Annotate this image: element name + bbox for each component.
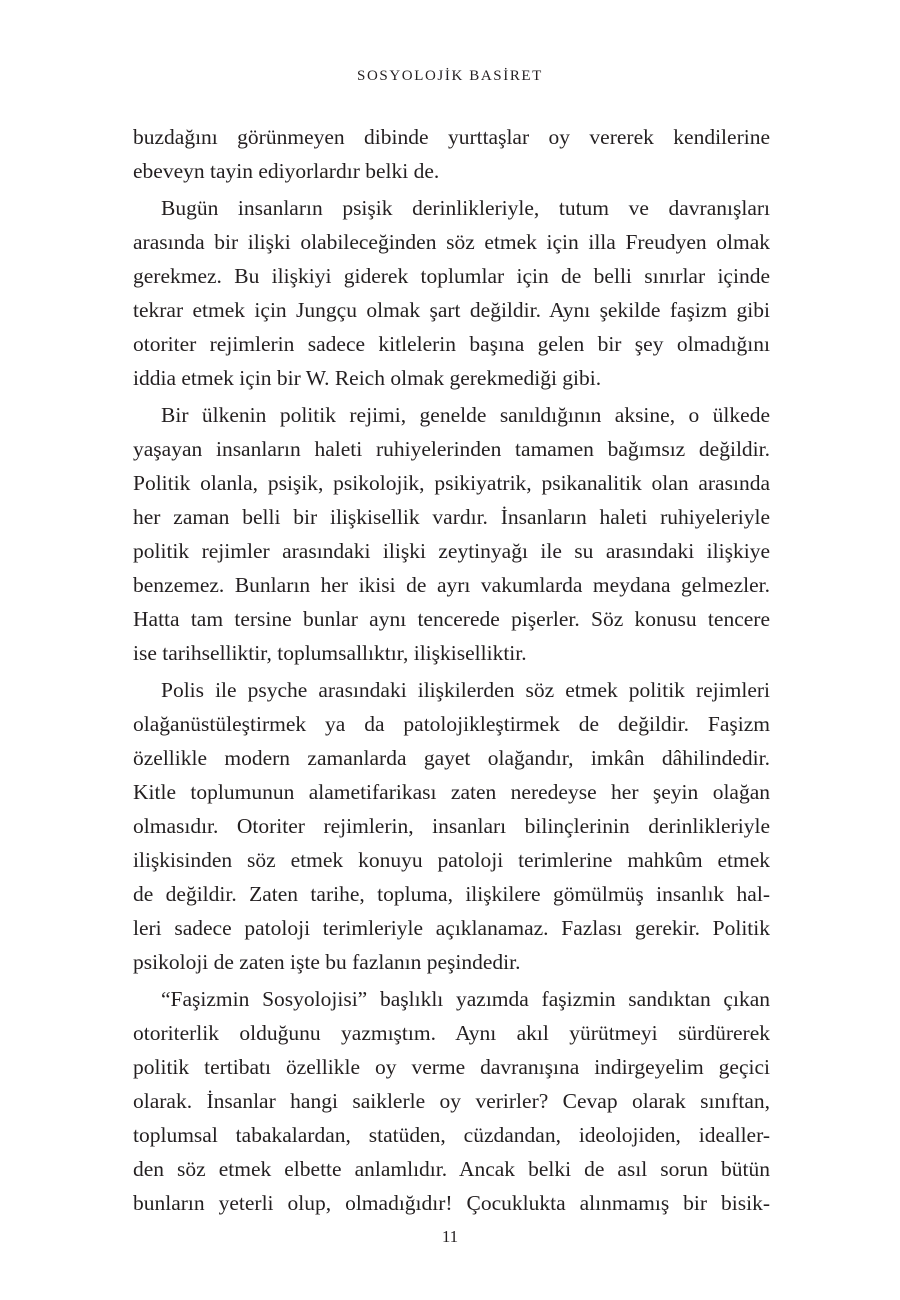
text-line: politik tertibatı özellikle oy verme davranışına indirgeyelim geçici [133,1055,770,1079]
paragraph [133,982,770,1220]
text-line: Polis ile psyche arasındaki ilişkilerden söz etmek politik rejimleri [161,678,770,702]
text-line: ise tarihselliktir, toplumsallıktır, ilişkiselliktir. [133,641,527,665]
text-line: olağanüstüleştirmek ya da patolojikleştirmek de değildir. Faşizm [133,712,770,736]
text-line: Bir ülkenin politik rejimi, genelde sanıldığının aksine, o ülkede [161,403,770,427]
text-line: benzemez. Bunların her ikisi de ayrı vakumlarda meydana gelmezler. [133,573,770,597]
text-line: bunların yeterli olup, olmadığıdır! Çocuklukta alınmamış bir bisik- [133,1191,770,1215]
text-line: ilişkisinden söz etmek konuyu patoloji terimlerine mahkûm etmek [133,848,770,872]
text-line: den söz etmek elbette anlamlıdır. Ancak belki de asıl sorun bütün [133,1157,770,1181]
text-line: otoriterlik olduğunu yazmıştım. Aynı akıl yürütmeyi sürdürerek [133,1021,770,1045]
text-line: her zaman belli bir ilişkisellik vardır. İnsanların haleti ruhiyeleriyle [133,505,770,529]
text-line: de değildir. Zaten tarihe, topluma, ilişkilere gömülmüş insanlık hal- [133,882,770,906]
text-line: “Faşizmin Sosyolojisi” başlıklı yazımda faşizmin sandıktan çıkan [161,987,770,1011]
text-line: Politik olanla, psişik, psikolojik, psikiyatrik, psikanalitik olan arasında [133,471,770,495]
paragraph [133,191,770,395]
paragraph [133,398,770,670]
text-line: arasında bir ilişki olabileceğinden söz etmek için illa Freudyen olmak [133,230,770,254]
text-line: buzdağını görünmeyen dibinde yurttaşlar oy vererek kendilerine [133,125,770,149]
text-line: ebeveyn tayin ediyorlardır belki de. [133,159,440,183]
text-line: olarak. İnsanlar hangi saiklerle oy verirler? Cevap olarak sınıftan, [133,1089,770,1113]
text-line: Hatta tam tersine bunlar aynı tencerede pişerler. Söz konusu tencere [133,607,770,631]
text-line: tekrar etmek için Jungçu olmak şart değildir. Aynı şekilde faşizm gibi [133,298,770,322]
text-line: yaşayan insanların haleti ruhiyelerinden tamamen bağımsız değildir. [133,437,770,461]
text-body [133,120,770,1223]
text-line: özellikle modern zamanlarda gayet olağandır, imkân dâhilindedir. [133,746,770,770]
text-line: Bugün insanların psişik derinlikleriyle, tutum ve davranışları [161,196,770,220]
text-line: politik rejimler arasındaki ilişki zeytinyağı ile su arasındaki ilişkiye [133,539,770,563]
text-line: leri sadece patoloji terimleriyle açıklanamaz. Fazlası gerekir. Politik [133,916,770,940]
text-line: psikoloji de zaten işte bu fazlanın peşindedir. [133,950,521,974]
text-line: gerekmez. Bu ilişkiyi giderek toplumlar için de belli sınırlar içinde [133,264,770,288]
page-number: 11 [441,1227,459,1246]
text-line: toplumsal tabakalardan, statüden, cüzdandan, ideolojiden, idealler- [133,1123,770,1147]
paragraph [133,673,770,979]
text-line: iddia etmek için bir W. Reich olmak gerekmediği gibi. [133,366,602,390]
paragraph [133,120,770,188]
text-line: olmasıdır. Otoriter rejimlerin, insanları bilinçlerinin derinlikleriyle [133,814,770,838]
text-line: otoriter rejimlerin sadece kitlelerin başına gelen bir şey olmadığını [133,332,770,356]
running-head: SOSYOLOJİK BASİRET [357,68,543,84]
text-line: Kitle toplumunun alametifarikası zaten neredeyse her şeyin olağan [133,780,770,804]
